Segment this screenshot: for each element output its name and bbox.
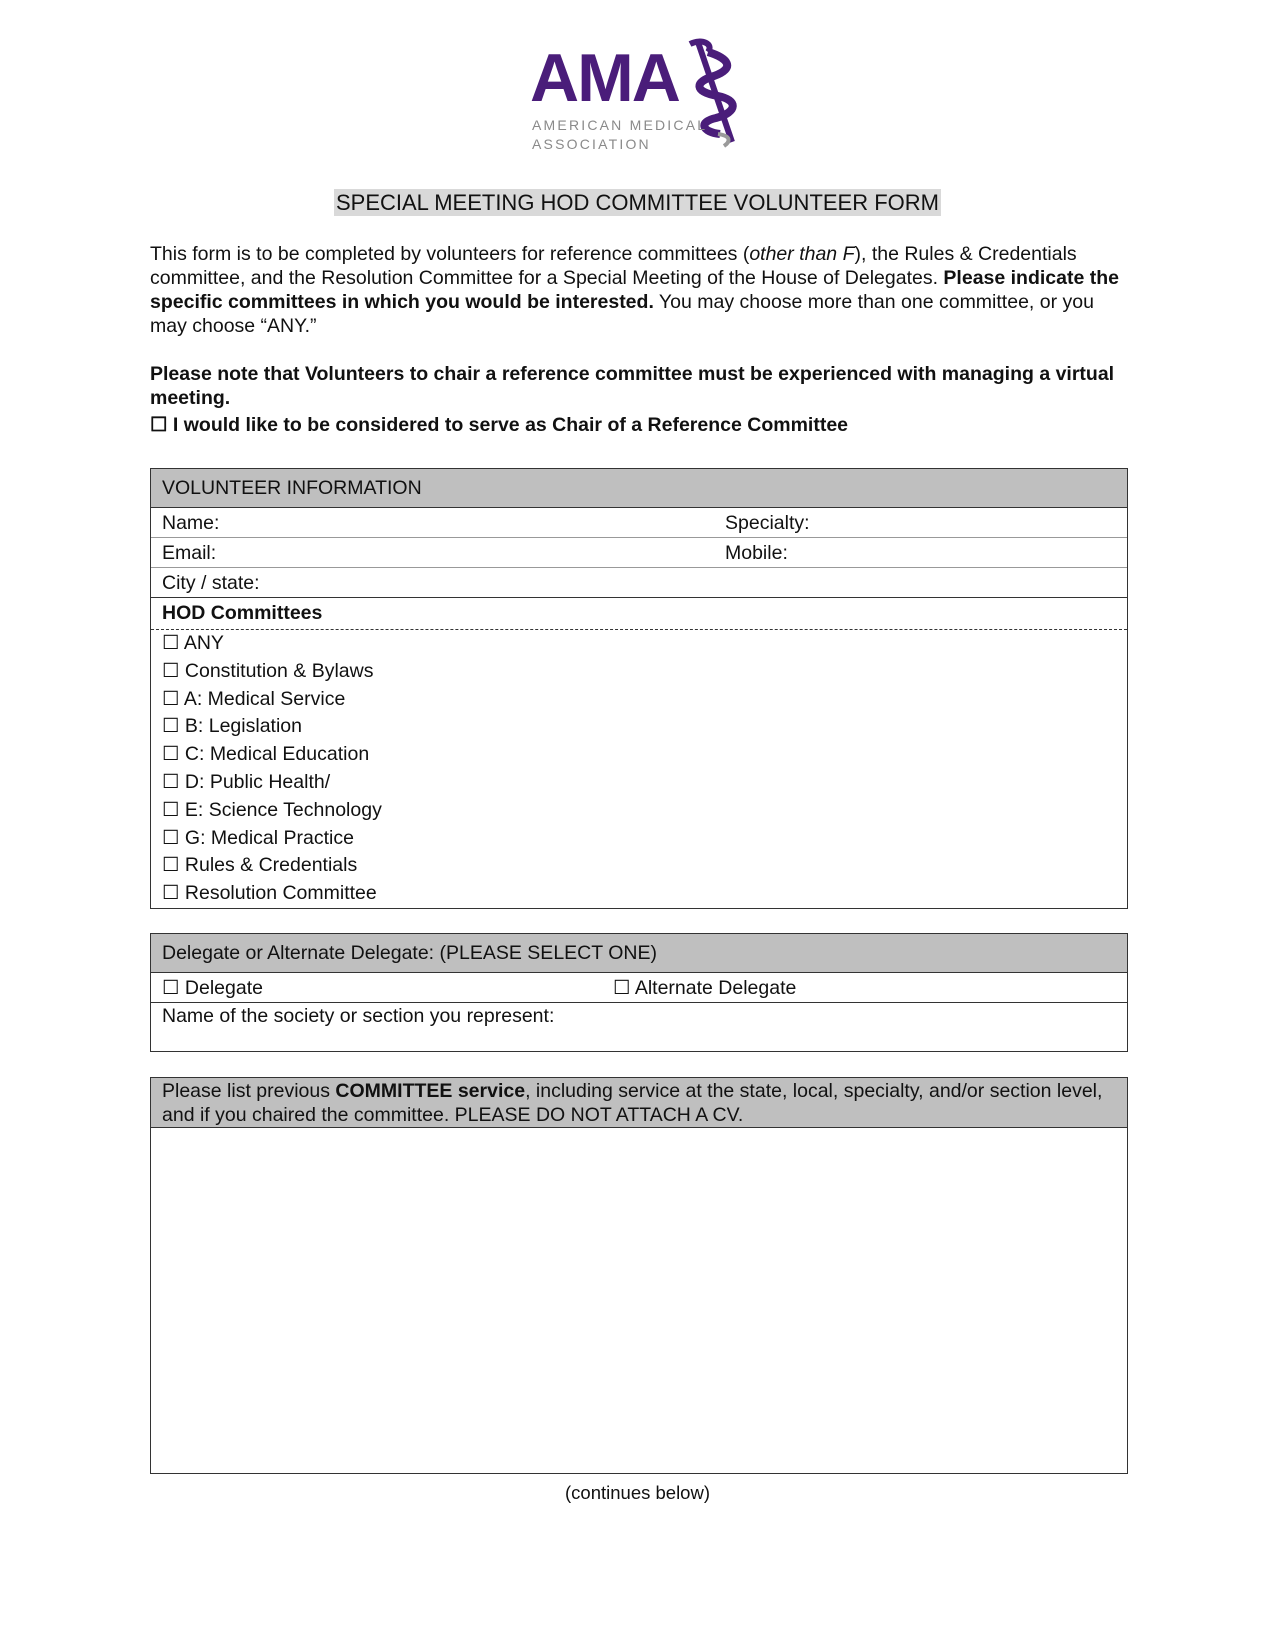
- intro-paragraph: This form is to be completed by volunteers for reference committees (other than F), the Rules & Credentials committee, and the Resolution Committee for a Special Meeting of the House of Delegates. Please indicate the specific committees in which you would be interested. You may choose more than one committee, or you may choose “ANY.”: [150, 243, 1119, 337]
- committee-checkbox[interactable]: ☐ D: Public Health/: [162, 770, 331, 793]
- delegate-header: Delegate or Alternate Delegate: (PLEASE SELECT ONE): [151, 934, 1127, 973]
- logo-wordmark: AMA: [530, 40, 679, 116]
- alternate-delegate-checkbox[interactable]: ☐ Alternate Delegate: [613, 977, 797, 999]
- delegate-section: [150, 933, 1128, 1052]
- committee-checkbox[interactable]: ☐ Resolution Committee: [162, 882, 377, 905]
- committee-service-answer-area[interactable]: [151, 1128, 1127, 1472]
- name-row: [151, 508, 1127, 538]
- committee-checkbox[interactable]: ☐ Constitution & Bylaws: [162, 659, 374, 682]
- committee-checkbox[interactable]: ☐ A: Medical Service: [162, 687, 346, 710]
- logo-subtitle: AMERICAN MEDICAL ASSOCIATION: [532, 117, 708, 152]
- volunteer-info-header: VOLUNTEER INFORMATION: [151, 469, 1127, 508]
- specialty-field[interactable]: Specialty:: [725, 512, 810, 534]
- committee-checkbox[interactable]: ☐ ANY: [162, 632, 224, 654]
- mobile-field[interactable]: Mobile:: [725, 542, 788, 564]
- committee-list: [151, 629, 1127, 908]
- committee-checkbox[interactable]: ☐ E: Science Technology: [162, 798, 382, 821]
- form-title: [0, 190, 1275, 216]
- committee-checkbox[interactable]: ☐ B: Legislation: [162, 715, 302, 738]
- city-row: [151, 568, 1127, 598]
- committee-service-section: [150, 1077, 1128, 1474]
- society-field[interactable]: Name of the society or section you represent:: [162, 1005, 555, 1027]
- chair-note: Please note that Volunteers to chair a reference committee must be experienced with managing a virtual meeting.: [150, 363, 1115, 409]
- volunteer-info-section: [150, 468, 1128, 909]
- delegate-checkbox[interactable]: ☐ Delegate: [162, 977, 263, 999]
- committee-checkbox[interactable]: ☐ C: Medical Education: [162, 743, 370, 766]
- email-field[interactable]: Email:: [162, 542, 217, 564]
- form-title-text: SPECIAL MEETING HOD COMMITTEE VOLUNTEER FORM: [335, 190, 939, 215]
- continues-note: (continues below): [565, 1482, 710, 1503]
- name-field[interactable]: Name:: [162, 512, 220, 534]
- committee-checkbox[interactable]: ☐ Rules & Credentials: [162, 854, 358, 877]
- committees-heading: HOD Committees: [162, 602, 323, 624]
- society-row: [151, 1003, 1127, 1051]
- committee-checkbox[interactable]: ☐ G: Medical Practice: [162, 826, 354, 849]
- ama-logo: [530, 38, 750, 156]
- email-row: [151, 538, 1127, 568]
- chair-checkbox[interactable]: ☐ I would like to be considered to serve as Chair of a Reference Committee: [150, 414, 849, 436]
- delegate-options-row: [151, 973, 1127, 1003]
- city-state-field[interactable]: City / state:: [162, 572, 260, 594]
- committee-service-header: Please list previous COMMITTEE service, including service at the state, local, specialty, and/or section level, and if you chaired the committee. PLEASE DO NOT ATTACH A CV.: [151, 1078, 1127, 1128]
